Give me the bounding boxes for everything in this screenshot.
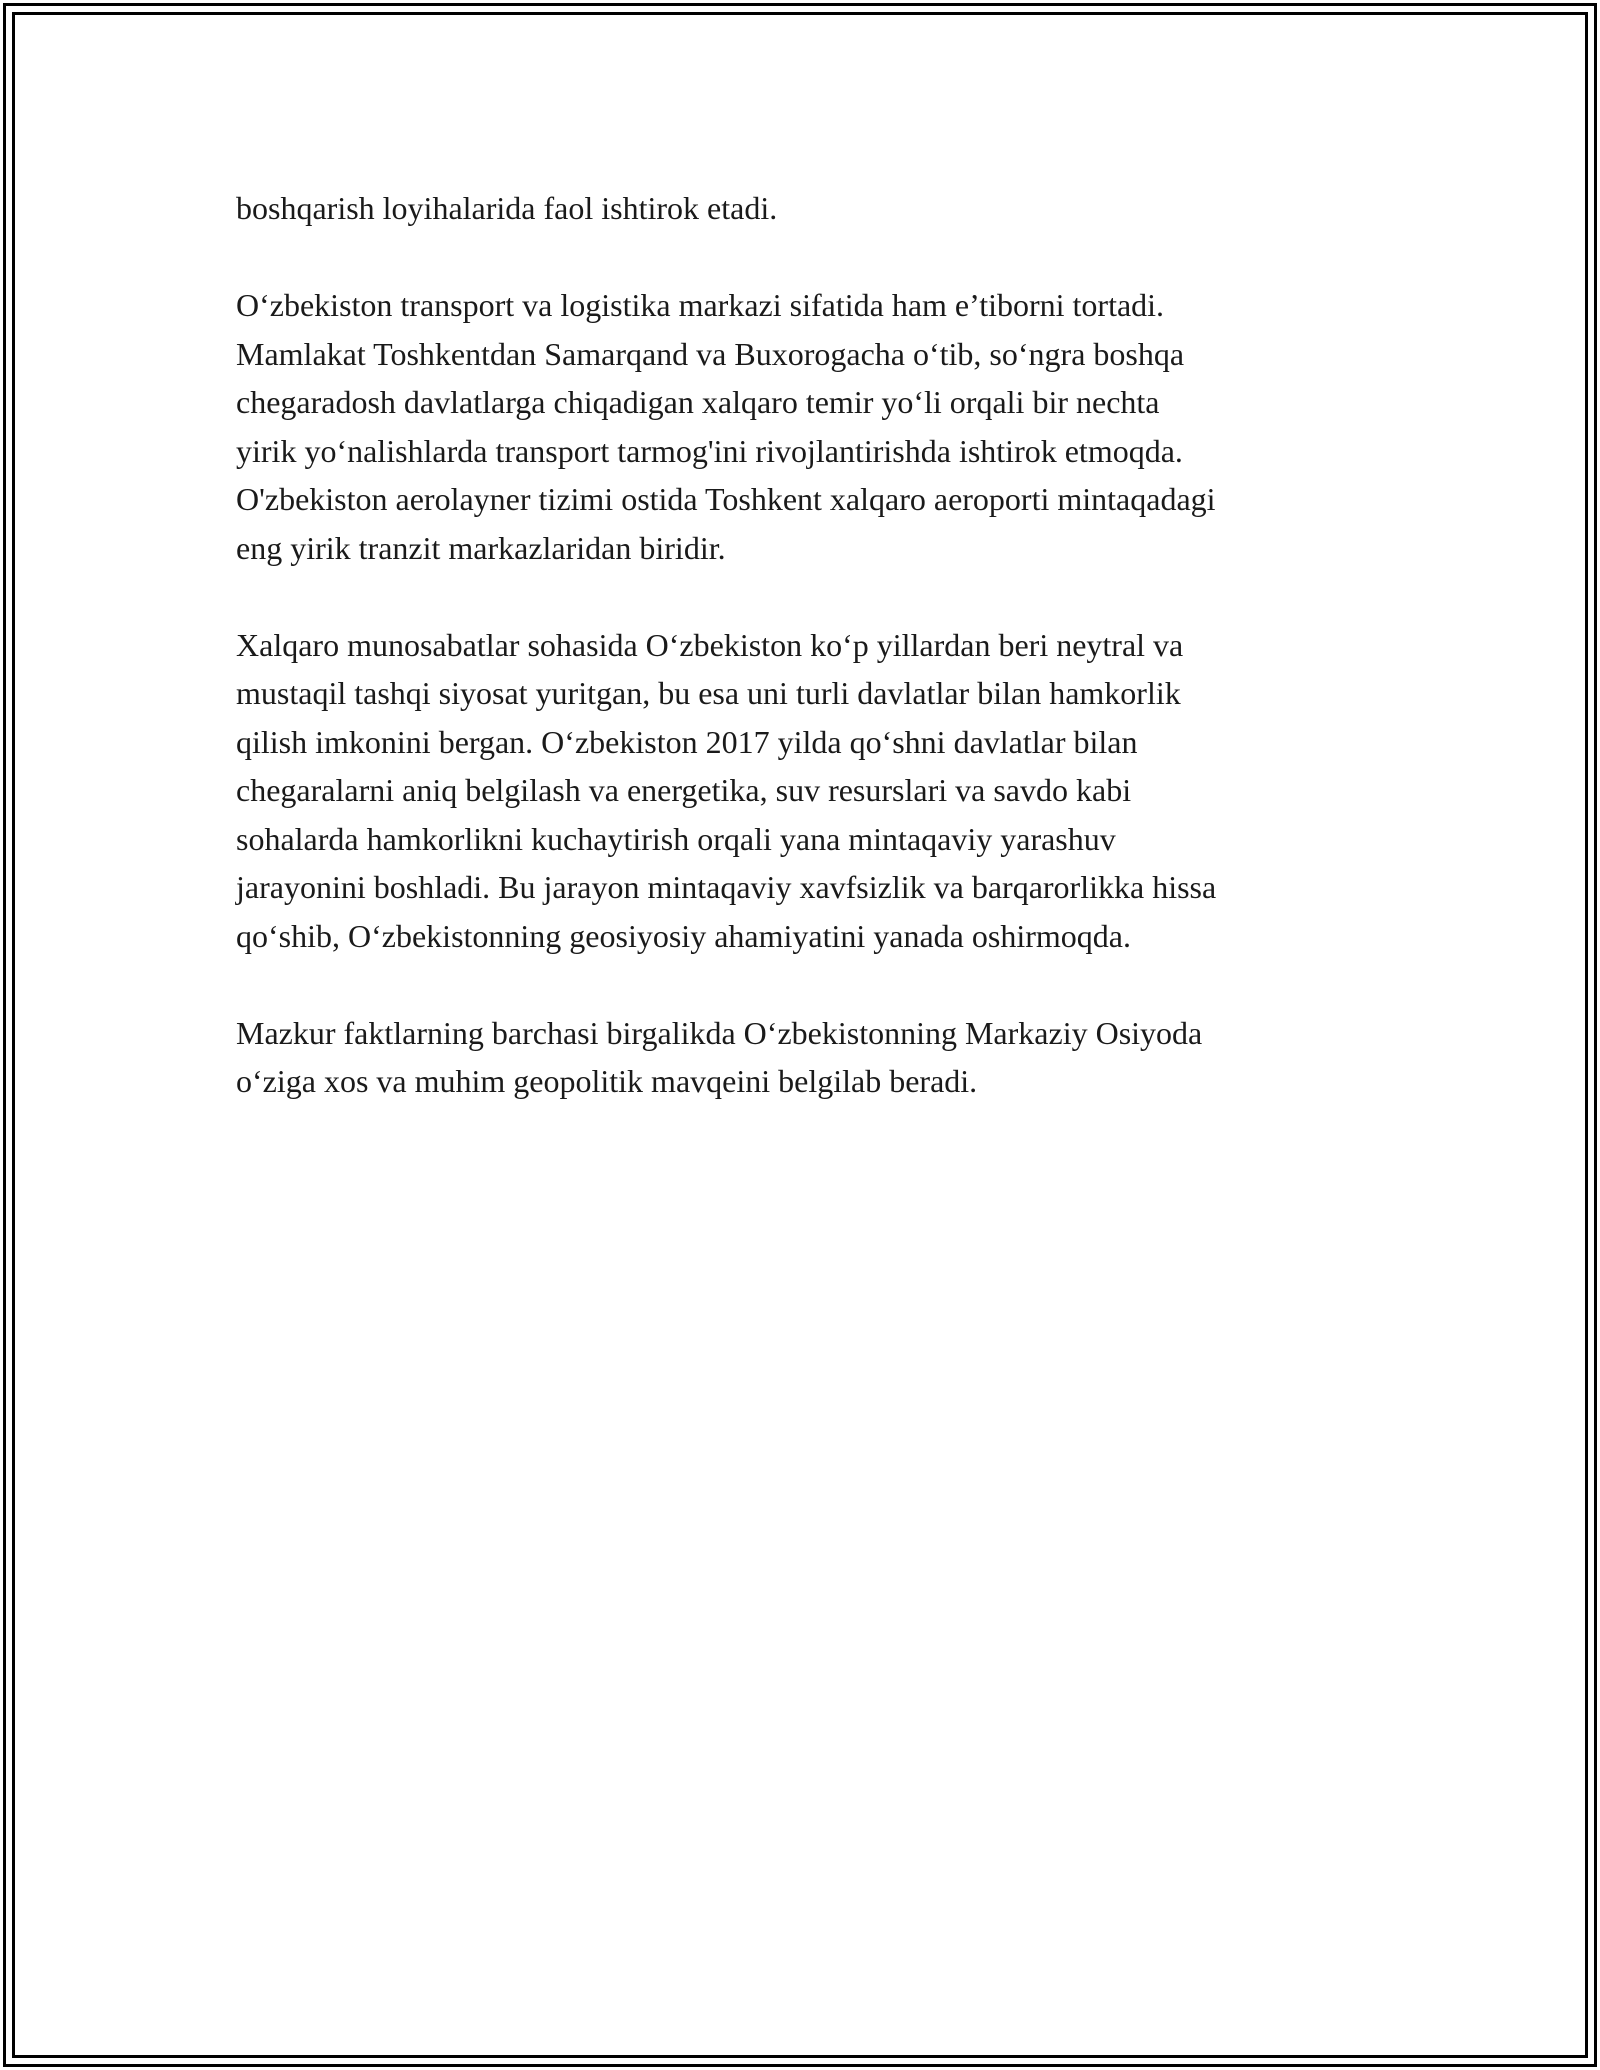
- text-line: yirik yo‘nalishlarda transport tarmog'ini rivojlantirishda ishtirok etmoqda.: [236, 432, 1183, 469]
- text-line: boshqarish loyihalarida faol ishtirok etadi.: [236, 190, 778, 226]
- paragraph-1: [236, 184, 1376, 233]
- text-line: chegaralarni aniq belgilash va energetika, suv resurslari va savdo kabi: [236, 772, 1132, 808]
- text-line: eng yirik tranzit markazlaridan biridir.: [236, 529, 726, 566]
- paragraph-2: [236, 281, 1376, 572]
- text-line: Mazkur faktlarning barchasi birgalikda O‘zbekistonning Markaziy Osiyoda: [236, 1014, 1203, 1051]
- text-line: o‘ziga xos va muhim geopolitik mavqeini belgilab beradi.: [236, 1063, 978, 1099]
- text-line: mustaqil tashqi siyosat yuritgan, bu esa uni turli davlatlar bilan hamkorlik: [236, 675, 1181, 711]
- text-line: sohalarda hamkorlikni kuchaytirish orqali yana mintaqaviy yarashuv: [236, 820, 1116, 857]
- document-body: [236, 184, 1376, 1154]
- text-line: jarayonini boshladi. Bu jarayon mintaqaviy xavfsizlik va barqarorlikka hissa: [236, 869, 1217, 905]
- text-line: qilish imkonini bergan. O‘zbekiston 2017 yilda qo‘shni davlatlar bilan: [236, 723, 1138, 760]
- text-line: Xalqaro munosabatlar sohasida O‘zbekiston ko‘p yillardan beri neytral va: [236, 626, 1184, 663]
- text-line: O'zbekiston aerolayner tizimi ostida Toshkent xalqaro aeroporti mintaqadagi: [236, 481, 1216, 517]
- text-line: O‘zbekiston transport va logistika markazi sifatida ham e’tiborni tortadi.: [236, 287, 1165, 323]
- text-line: Mamlakat Toshkentdan Samarqand va Buxorogacha o‘tib, so‘ngra boshqa: [236, 335, 1185, 372]
- paragraph-3: [236, 621, 1376, 961]
- paragraph-4: [236, 1009, 1376, 1106]
- text-line: chegaradosh davlatlarga chiqadigan xalqaro temir yo‘li orqali bir nechta: [236, 384, 1160, 420]
- text-line: qo‘shib, O‘zbekistonning geosiyosiy ahamiyatini yanada oshirmoqda.: [236, 917, 1131, 954]
